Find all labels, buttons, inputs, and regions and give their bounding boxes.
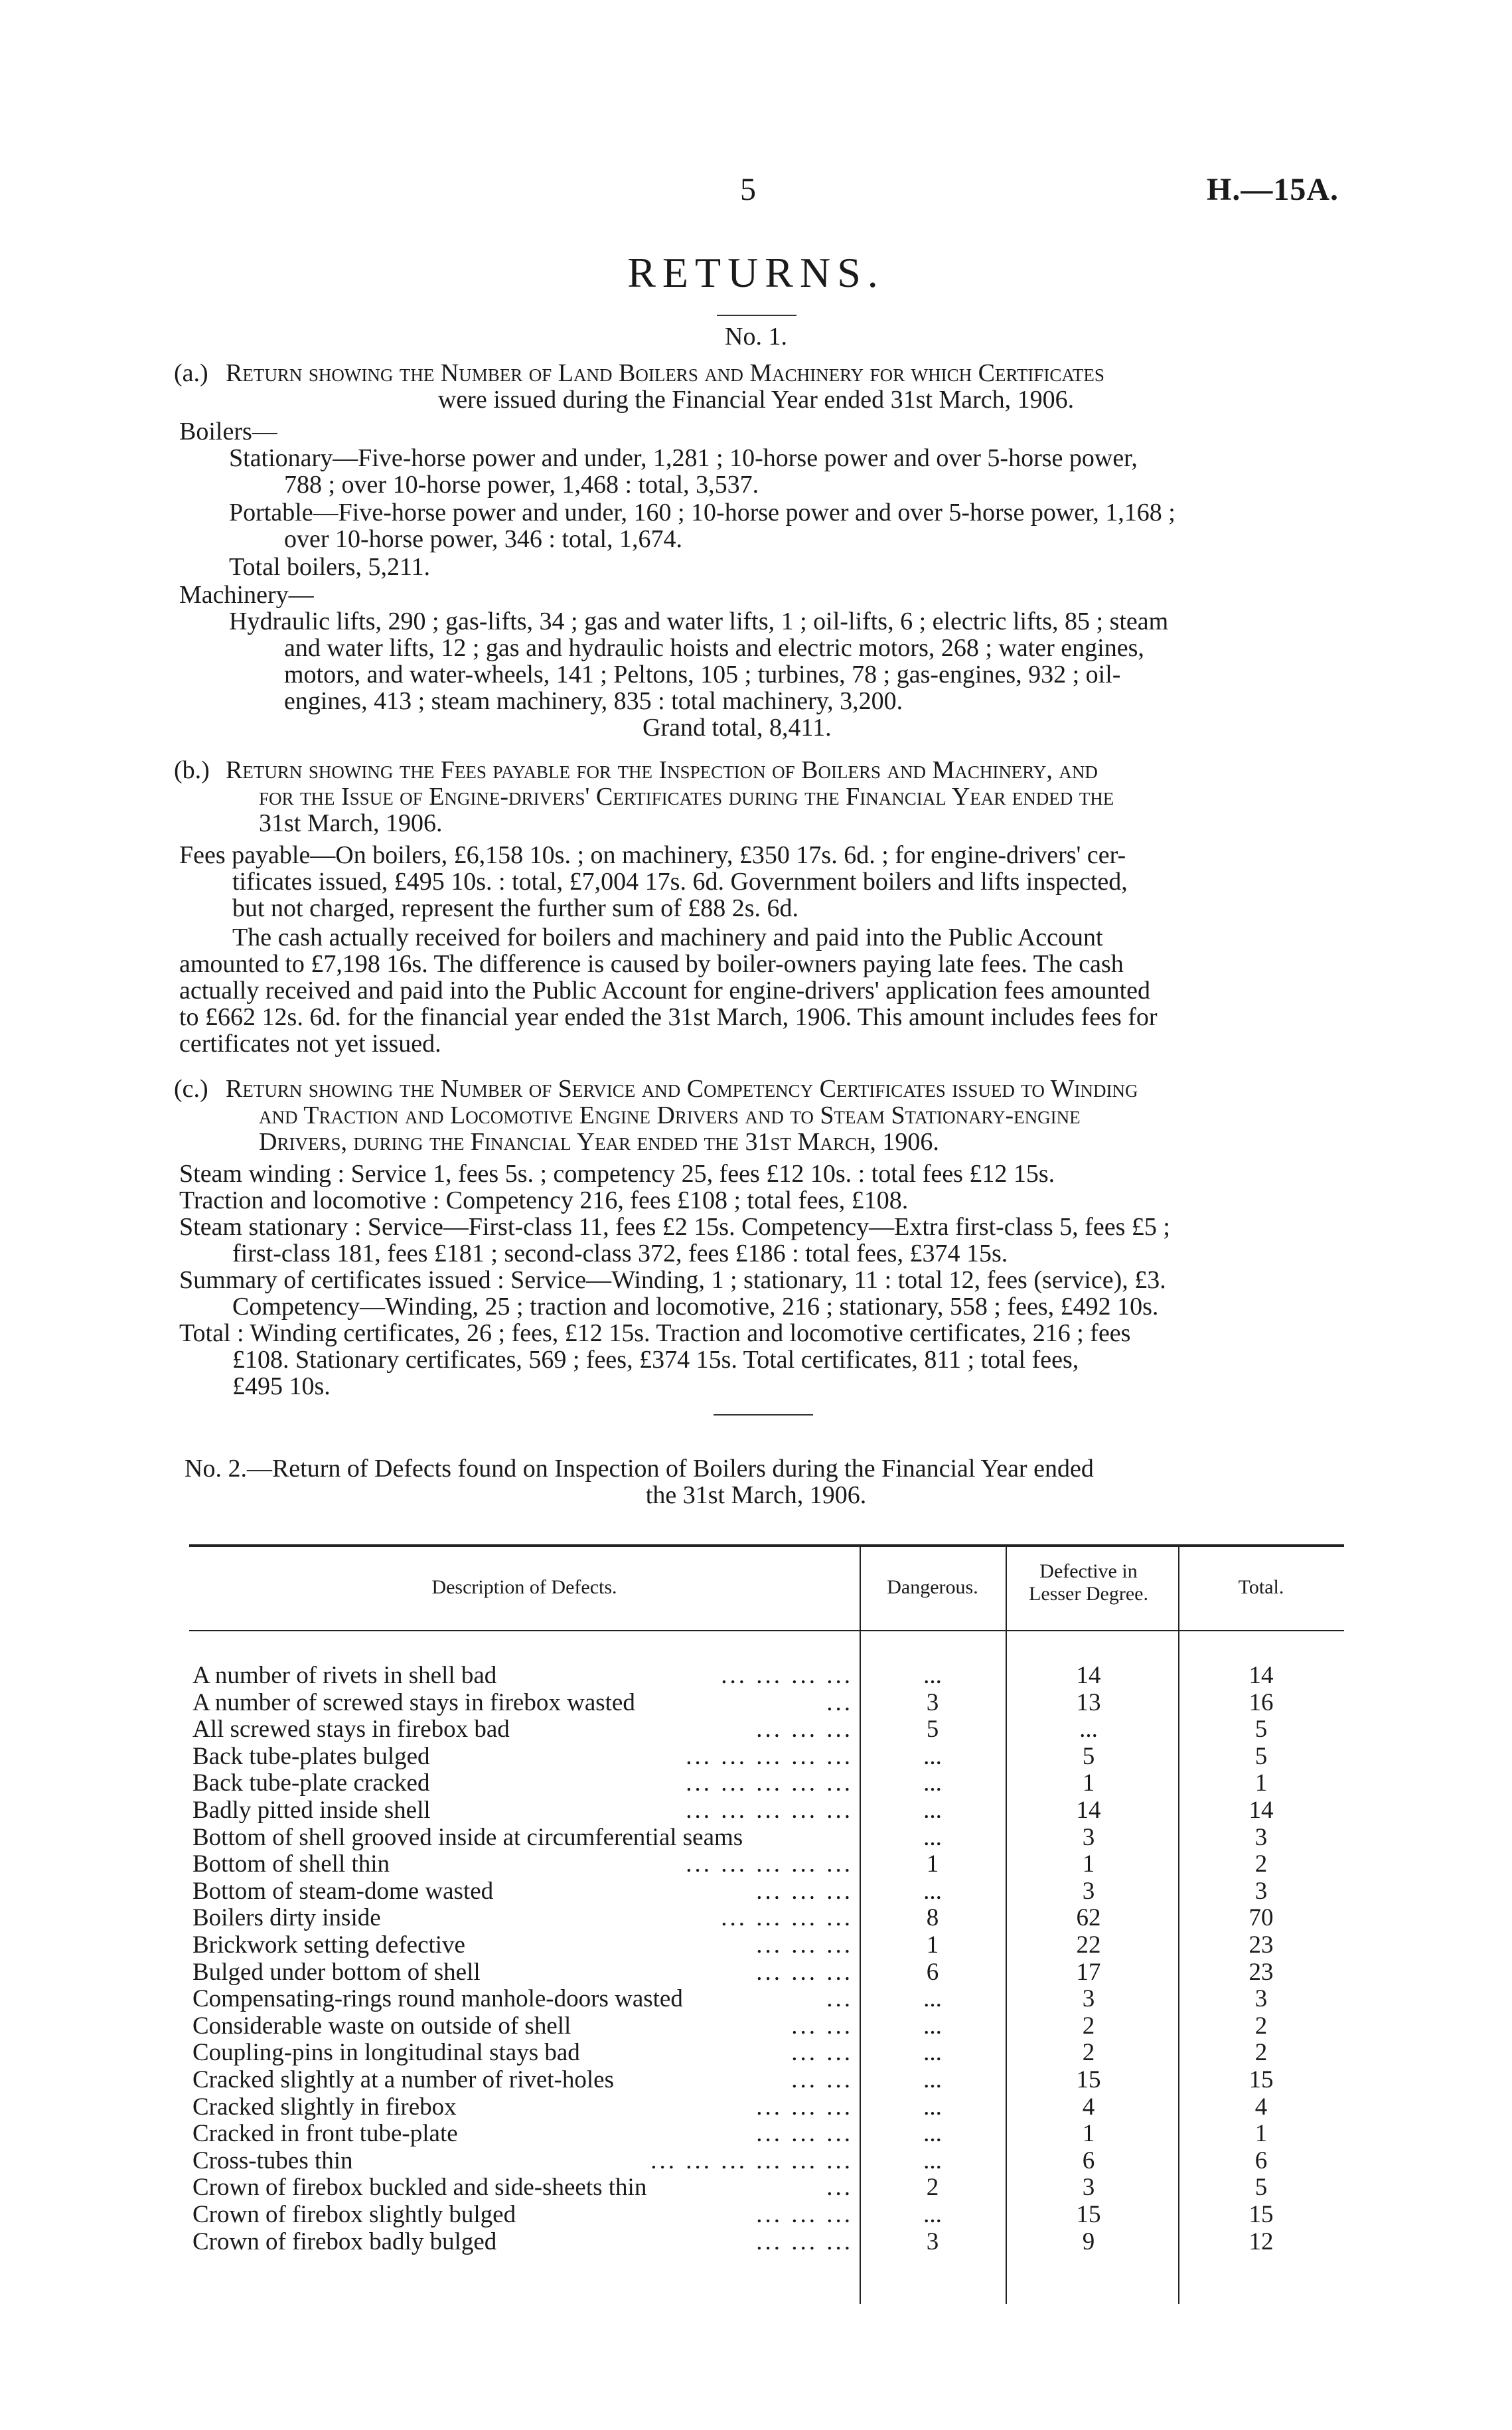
table-row [192, 2013, 1344, 2040]
certs-line-7: Total : Winding certificates, 26 ; fees, £12 15s. Traction and locomotive certificates, 216 ; fees [179, 1319, 1131, 1347]
lesser-degree-count: 1 [1082, 1850, 1095, 1878]
table-row [192, 1824, 1344, 1851]
defect-description: Back tube-plate cracked [192, 1770, 430, 1797]
defect-description: Cracked slightly in firebox [192, 2093, 457, 2121]
lesser-degree-count: 4 [1082, 2093, 1095, 2121]
cash-para-line-3: actually received and paid into the Public Account for engine-drivers' application fees amounted [179, 977, 1150, 1005]
certs-line-1: Steam winding : Service 1, fees 5s. ; competency 25, fees £12 10s. : total fees £12 15s. [179, 1160, 1055, 1188]
defect-description: Coupling-pins in longitudinal stays bad [192, 2040, 580, 2067]
leader-dots: ... ... ... [756, 2228, 853, 2255]
leader-dots: ... ... ... ... ... [686, 1742, 853, 1770]
section-b-label: (b.) [174, 756, 210, 784]
leader-dots: ... ... ... ... ... ... [650, 2146, 853, 2174]
certs-line-3: Steam stationary : Service—First-class 11, fees £2 15s. Competency—Extra first-class 5, fees £5 ; [179, 1213, 1170, 1241]
return-number-1: No. 1. [725, 323, 787, 351]
dangerous-count: ... [923, 1823, 942, 1851]
total-count: 2 [1254, 2012, 1268, 2040]
lesser-degree-count: 3 [1082, 1823, 1095, 1851]
cash-para-line-5: certificates not yet issued. [179, 1030, 441, 1058]
cash-para-line-1: The cash actually received for boilers and machinery and paid into the Public Account [232, 924, 1103, 951]
machinery-line-2: and water lifts, 12 ; gas and hydraulic hoists and electric motors, 268 ; water engines, [284, 634, 1144, 662]
lesser-degree-count: 3 [1082, 1877, 1095, 1905]
lesser-degree-count: 1 [1082, 2120, 1095, 2148]
title-divider [717, 315, 796, 316]
cash-para-line-4: to £662 12s. 6d. for the financial year ended the 31st March, 1906. This amount includes fees for [179, 1003, 1158, 1031]
total-count: 15 [1248, 2201, 1274, 2228]
dangerous-count: 3 [926, 1688, 939, 1716]
lesser-degree-count: 14 [1076, 1662, 1101, 1689]
section-a-label: (a.) [174, 359, 208, 387]
table-row [192, 2094, 1344, 2121]
leader-dots: ... ... ... ... ... [686, 1769, 853, 1797]
defect-description: Bottom of shell grooved inside at circumferential seams [192, 1824, 743, 1851]
document-reference: H.—15A. [1207, 172, 1339, 207]
defect-description: A number of rivets in shell bad [192, 1662, 497, 1689]
page-number: 5 [740, 172, 756, 207]
total-count: 1 [1254, 2120, 1268, 2148]
defect-description: Bottom of steam-dome wasted [192, 1878, 494, 1905]
defect-description: Cracked in front tube-plate [192, 2121, 458, 2148]
total-count: 14 [1248, 1797, 1274, 1824]
total-count: 5 [1254, 1716, 1268, 1743]
total-count: 23 [1248, 1931, 1274, 1959]
leader-dots: ... [826, 1985, 853, 2013]
leader-dots: ... ... [791, 2066, 853, 2093]
portable-line-1: Portable—Five-horse power and under, 160 ; 10-horse power and over 5-horse power, 1,168 ; [229, 499, 1175, 526]
total-count: 70 [1248, 1904, 1274, 1932]
section-b-heading-2: for the Issue of Engine-drivers' Certificates during the Financial Year ended the [259, 783, 1114, 811]
dangerous-count: 6 [926, 1958, 939, 1986]
lesser-degree-count: 17 [1076, 1958, 1101, 1986]
total-count: 6 [1254, 2146, 1268, 2174]
leader-dots: ... ... ... ... [721, 1904, 853, 1932]
column-header-lesser-line-2: Lesser Degree. [1029, 1583, 1148, 1605]
section-c-label: (c.) [174, 1075, 208, 1103]
total-count: 2 [1254, 2039, 1268, 2067]
total-count: 2 [1254, 1850, 1268, 1878]
lesser-degree-count: 22 [1076, 1931, 1101, 1959]
defect-description: Compensating-rings round manhole-doors wasted [192, 1986, 683, 2013]
return-2-heading-1: No. 2.—Return of Defects found on Inspection of Boilers during the Financial Year ended [185, 1455, 1094, 1483]
leader-dots: ... [826, 1688, 853, 1716]
certs-line-8: £108. Stationary certificates, 569 ; fees, £374 15s. Total certificates, 811 ; total fees, [232, 1346, 1079, 1374]
defect-description: Bottom of shell thin [192, 1851, 390, 1878]
leader-dots: ... ... ... ... [721, 1662, 853, 1689]
machinery-line-1: Hydraulic lifts, 290 ; gas-lifts, 34 ; gas and water lifts, 1 ; oil-lifts, 6 ; electric lifts, 85 ; steam [229, 608, 1169, 635]
table-row [192, 1690, 1344, 1716]
fees-para-line-3: but not charged, represent the further sum of £88 2s. 6d. [232, 894, 799, 922]
table-row [192, 1797, 1344, 1824]
dangerous-count: 8 [926, 1904, 939, 1932]
dangerous-count: ... [923, 2146, 942, 2174]
table-row [192, 1878, 1344, 1905]
section-c-heading-1: Return showing the Number of Service and Competency Certificates issued to Winding [226, 1075, 1138, 1103]
lesser-degree-count: 6 [1082, 2146, 1095, 2174]
dangerous-count: ... [923, 2201, 942, 2228]
leader-dots: ... ... ... [756, 2201, 853, 2228]
section-b-heading-3: 31st March, 1906. [259, 809, 443, 837]
dangerous-count: ... [923, 1769, 942, 1797]
table-row [192, 2202, 1344, 2228]
defect-description: Crown of firebox badly bulged [192, 2228, 497, 2255]
machinery-line-3: motors, and water-wheels, 141 ; Peltons, 105 ; turbines, 78 ; gas-engines, 932 ; oil- [284, 661, 1121, 688]
section-a-heading-1: Return showing the Number of Land Boilers and Machinery for which Certificates [226, 359, 1104, 387]
total-count: 5 [1254, 2174, 1268, 2202]
lesser-degree-count: 3 [1082, 2174, 1095, 2202]
lesser-degree-count: 62 [1076, 1904, 1101, 1932]
leader-dots: ... ... ... ... ... [686, 1850, 853, 1878]
total-count: 5 [1254, 1742, 1268, 1770]
dangerous-count: ... [923, 1662, 942, 1689]
table-row [192, 1851, 1344, 1878]
leader-dots: ... [826, 2174, 853, 2202]
table-row [192, 2148, 1344, 2174]
table-row [192, 1770, 1344, 1797]
dangerous-count: ... [923, 2120, 942, 2148]
certs-line-5: Summary of certificates issued : Service—Winding, 1 ; stationary, 11 : total 12, fees (service), £3. [179, 1266, 1166, 1294]
defect-description: Cracked slightly at a number of rivet-holes [192, 2067, 614, 2093]
total-count: 16 [1248, 1688, 1274, 1716]
leader-dots: ... ... ... [756, 2093, 853, 2121]
total-count: 3 [1254, 1877, 1268, 1905]
page-title: RETURNS. [627, 249, 885, 296]
cash-para-line-2: amounted to £7,198 16s. The difference is caused by boiler-owners paying late fees. The cash [179, 950, 1124, 978]
section-b-heading-1: Return showing the Fees payable for the Inspection of Boilers and Machinery, and [226, 756, 1098, 784]
portable-line-2: over 10-horse power, 346 : total, 1,674. [284, 525, 683, 553]
certs-line-6: Competency—Winding, 25 ; traction and locomotive, 216 ; stationary, 558 ; fees, £492 10s. [232, 1293, 1159, 1321]
boilers-heading: Boilers— [179, 418, 277, 446]
table-row [192, 2174, 1344, 2201]
section-a-heading-2: were issued during the Financial Year ended 31st March, 1906. [437, 386, 1075, 414]
leader-dots: ... ... ... [756, 2120, 853, 2148]
total-boilers: Total boilers, 5,211. [229, 553, 431, 581]
defect-description: All screwed stays in firebox bad [192, 1716, 510, 1743]
leader-dots: ... ... ... [756, 1716, 853, 1743]
defect-description: A number of screwed stays in firebox wasted [192, 1689, 635, 1716]
defect-description: Boilers dirty inside [192, 1905, 381, 1932]
dangerous-count: ... [923, 1985, 942, 2013]
grand-total: Grand total, 8,411. [643, 714, 832, 742]
table-header-rule [189, 1630, 1344, 1631]
defect-description: Crown of firebox buckled and side-sheets thin [192, 2174, 647, 2202]
leader-dots: ... ... ... [756, 1931, 853, 1959]
total-count: 4 [1254, 2093, 1268, 2121]
lesser-degree-count: 15 [1076, 2066, 1101, 2093]
dangerous-count: 1 [926, 1931, 939, 1959]
table-top-rule [189, 1544, 1344, 1547]
dangerous-count: ... [923, 2066, 942, 2093]
machinery-line-4: engines, 413 ; steam machinery, 835 : total machinery, 3,200. [284, 687, 903, 715]
lesser-degree-count: 9 [1082, 2228, 1095, 2255]
table-row [192, 2121, 1344, 2147]
dangerous-count: ... [923, 2039, 942, 2067]
table-row [192, 2067, 1344, 2093]
total-count: 3 [1254, 1985, 1268, 2013]
defect-description: Considerable waste on outside of shell [192, 2012, 571, 2040]
dangerous-count: 1 [926, 1850, 939, 1878]
dangerous-count: ... [923, 2093, 942, 2121]
dangerous-count: ... [923, 1742, 942, 1770]
defect-description: Crown of firebox slightly bulged [192, 2202, 516, 2228]
stationary-line-2: 788 ; over 10-horse power, 1,468 : total, 3,537. [284, 471, 759, 499]
dangerous-count: ... [923, 1877, 942, 1905]
leader-dots: ... ... ... ... ... [686, 1797, 853, 1824]
lesser-degree-count: 13 [1076, 1688, 1101, 1716]
section-c-heading-3: Drivers, during the Financial Year ended the 31st March, 1906. [259, 1128, 939, 1156]
leader-dots: ... ... [791, 2039, 853, 2067]
table-row [192, 2229, 1344, 2255]
stationary-line-1: Stationary—Five-horse power and under, 1,281 ; 10-horse power and over 5-horse power, [229, 444, 1138, 472]
defect-description: Back tube-plates bulged [192, 1743, 430, 1770]
table-row [192, 1905, 1344, 1931]
table-row [192, 1716, 1344, 1743]
total-count: 15 [1248, 2066, 1274, 2093]
lesser-degree-count: 14 [1076, 1797, 1101, 1824]
total-count: 23 [1248, 1958, 1274, 1986]
lesser-degree-count: 1 [1082, 1769, 1095, 1797]
column-header-description: Description of Defects. [431, 1576, 617, 1598]
lesser-degree-count: 2 [1082, 2012, 1095, 2040]
table-row [192, 1986, 1344, 2012]
certs-line-2: Traction and locomotive : Competency 216, fees £108 ; total fees, £108. [179, 1186, 909, 1214]
table-row [192, 2040, 1344, 2066]
fees-para-line-2: tificates issued, £495 10s. : total, £7,004 17s. 6d. Government boilers and lifts inspected, [232, 868, 1128, 896]
defect-description: Bulged under bottom of shell [192, 1959, 481, 1986]
dangerous-count: 3 [926, 2228, 939, 2255]
dangerous-count: 5 [926, 1716, 939, 1743]
total-count: 3 [1254, 1823, 1268, 1851]
dangerous-count: ... [923, 2012, 942, 2040]
fees-para-line-1: Fees payable—On boilers, £6,158 10s. ; on machinery, £350 17s. 6d. ; for engine-drivers' cer- [179, 841, 1126, 869]
section-c-heading-2: and Traction and Locomotive Engine Drivers and to Steam Stationary-engine [259, 1101, 1081, 1129]
table-row [192, 1662, 1344, 1689]
lesser-degree-count: 15 [1076, 2201, 1101, 2228]
dangerous-count: 2 [926, 2174, 939, 2202]
column-header-total: Total. [1238, 1576, 1284, 1598]
leader-dots: ... ... ... [756, 1877, 853, 1905]
leader-dots: ... ... [791, 2012, 853, 2040]
return-2-heading-2: the 31st March, 1906. [645, 1481, 867, 1509]
defect-description: Brickwork setting defective [192, 1932, 465, 1959]
lesser-degree-count: 3 [1082, 1985, 1095, 2013]
certs-line-9: £495 10s. [232, 1372, 331, 1400]
certs-line-4: first-class 181, fees £181 ; second-class 372, fees £186 : total fees, £374 15s. [232, 1240, 1008, 1267]
total-count: 14 [1248, 1662, 1274, 1689]
defect-description: Cross-tubes thin [192, 2147, 353, 2174]
defect-description: Badly pitted inside shell [192, 1797, 431, 1824]
section-divider [714, 1414, 813, 1416]
dangerous-count: ... [923, 1797, 942, 1824]
table-row [192, 1932, 1344, 1959]
lesser-degree-count: 5 [1082, 1742, 1095, 1770]
total-count: 1 [1254, 1769, 1268, 1797]
table-row [192, 1959, 1344, 1986]
lesser-degree-count: ... [1079, 1716, 1098, 1743]
column-header-dangerous: Dangerous. [887, 1576, 978, 1598]
total-count: 12 [1248, 2228, 1274, 2255]
column-header-lesser-line-1: Defective in [1039, 1560, 1138, 1582]
lesser-degree-count: 2 [1082, 2039, 1095, 2067]
column-header-lesser [1006, 1560, 1172, 1605]
leader-dots: ... ... ... [756, 1958, 853, 1986]
table-row [192, 1743, 1344, 1770]
machinery-heading: Machinery— [179, 581, 314, 609]
